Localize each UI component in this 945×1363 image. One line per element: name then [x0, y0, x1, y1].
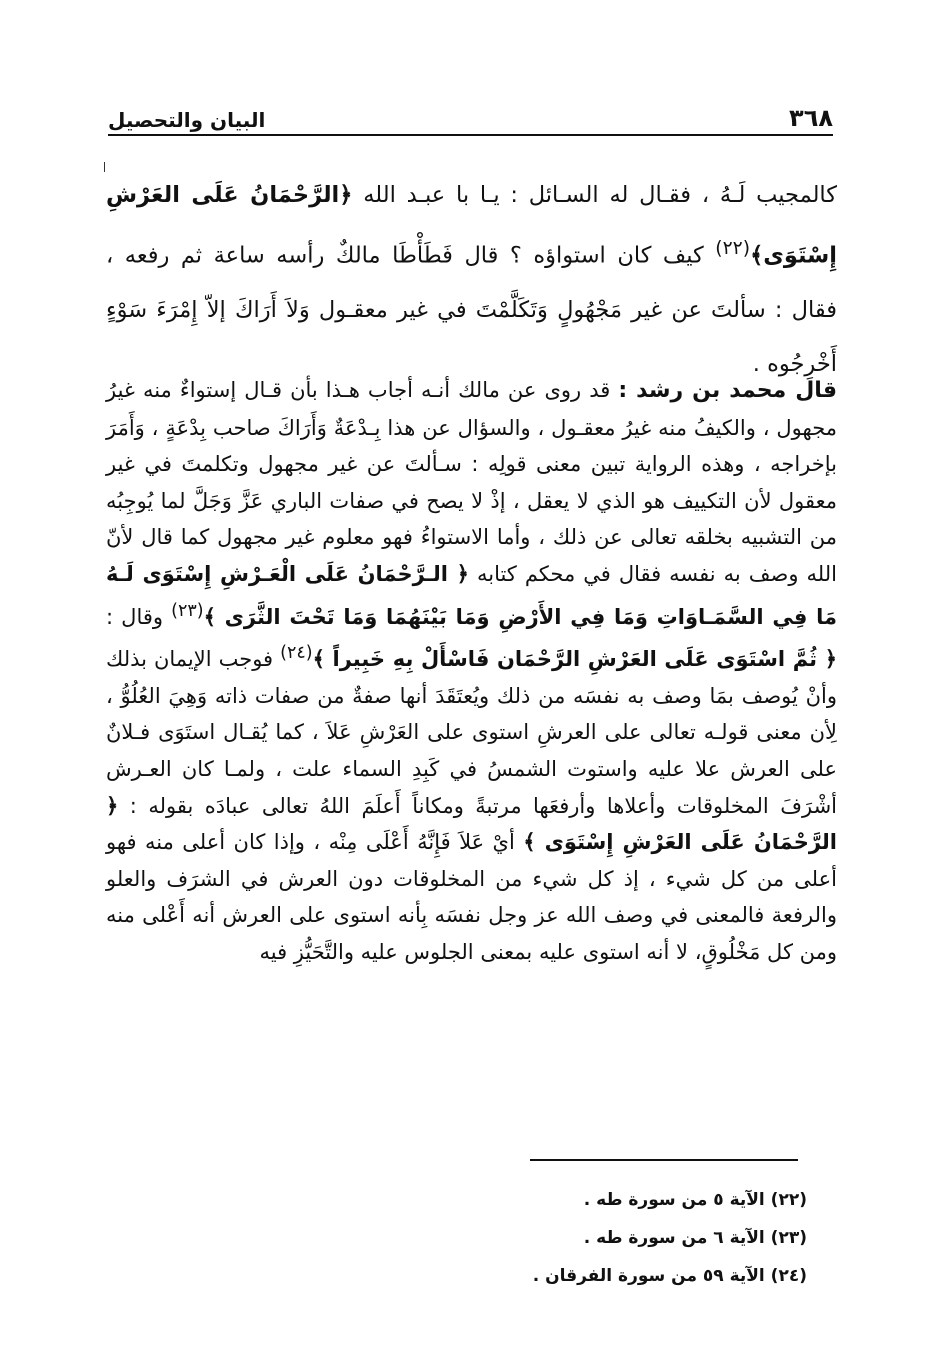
footnote-item: (٢٢) الآية ٥ من سورة طه . — [583, 1190, 807, 1210]
text-segment: أيْ عَلاَ فَإِنَّهُ أَعْلَى مِنْه ، وإذا كان أعلى منه فهو أعلى من كل شيء ، إذ كل شيء من المخلوقات دون العرش في الشرَف والعلو والرفعة فالمعنى في وصف الله عز وجل نفسَه بِأنه استوى على العرش أنه أَعْلى منه ومن كل مَخْلُوقٍ، لا أنه استوى عليه بمعنى الجلوس عليه والتَّحَيُّزِ فيه — [106, 830, 837, 964]
quran-quote: ﴿الرَّحْمَانُ عَلَى العَرْشِ إِسْتَوَى﴾ — [106, 182, 838, 269]
footnote-item: (٢٤) الآية ٥٩ من سورة الفرقان . — [532, 1266, 807, 1286]
page-number: ٣٦٨ — [789, 104, 833, 132]
quran-quote: ﴿ الـرَّحْمَانُ عَلَى الْعَـرْشِ إِسْتَوَى لَـهُ مَا فِي السَّمَـاوَاتِ وَمَا فِي الأَرْضِ وَمَا بَيْنَهُمَا وَمَا تَحْتَ الثَّرَى ﴾ — [106, 561, 837, 629]
footnote-item: (٢٣) الآية ٦ من سورة طه . — [583, 1228, 807, 1248]
paragraph-1 — [106, 168, 837, 391]
paragraph-2 — [106, 372, 837, 971]
footnote-ref: (٢٣) — [171, 600, 204, 621]
paragraph-lead: قال محمد بن رشد : — [618, 378, 837, 403]
text-segment: قد روى عن مالك أنـه أجاب هـذا بأن قـال إستواءٌ منه غيرُ مجهول ، والكيفُ منه غيرُ معقـول ، والسؤال عن هذا بِـدْعَةٌ وَأَرَاكَ صاحب بِدْعَةٍ ، وَأَمَرَ بإخراجه ، وهذه الرواية تبين معنى قولِه : سـألتَ عن غير مجهول وتكلمتَ في غير معقول لأن التكييف هو الذي لا يعقل ، إذْ لا يصح في صفات الباري عَزَّ وَجَلَّ لما يُوجِبُه من التشبيه بخلقه تعالى عن ذلك ، وأما الاستواءُ فهو معلوم غير مجهول كما قال لأنّ الله وصف به نفسه فقال في محكم كتابه — [106, 378, 837, 586]
text-segment: كالمجيب لَـهُ ، فقـال له السـائل : يـا با عبـد الله — [363, 182, 837, 208]
footnotes — [407, 1181, 807, 1295]
quran-quote: ﴿ ثُمَّ اسْتَوَى عَلَى العَرْشِ الرَّحْمَان فَاسْأَلْ بِهِ خَبِيراً ﴾ — [312, 647, 838, 672]
header-rule — [108, 134, 833, 136]
book-title: البيان والتحصيل — [108, 108, 266, 132]
margin-mark — [104, 162, 105, 172]
footnote-ref: (٢٢) — [715, 238, 751, 259]
text-segment: كيف كان استواؤه ؟ قال فَطَأْطَا مالكٌ رأسه ساعة ثم رفعه ، فقال : سألتَ عن غير مَجْهُولٍ وَتَكَلَّمْتَ في غير معقـول وَلاَ أَرَاكَ إلاّ إِمْرَءَ سَوْءٍ أَخْرِجُوه . — [106, 242, 837, 377]
text-segment: وقال : — [106, 604, 164, 629]
page-header — [108, 92, 833, 132]
text-segment: فوجب الإيمان بذلك وأنْ يُوصف بمَا وصف به نفسَه من ذلك ويُعتَقَدَ أنها صفةٌ من صفات ذاته وَهِيَ العُلُوُّ ، لِأن معنى قولـه تعالى على العرشِ استوى على العَرْشِ عَلاَ ، كما يُقـال استَوَى فـلانٌ على العرش علا عليه واستوت الشمسُ في كَبِدِ السماء علت ، ولمـا كان العـرش أشْرَفَ المخلوقات وأعلاها وأرفعَها مرتبةً ومكاناً أَعلَمَ اللهُ تعالى عبادَه بقوله : — [106, 647, 837, 818]
footnote-ref: (٢٤) — [280, 643, 313, 664]
footnote-rule — [530, 1159, 798, 1161]
quran-quote: ﴿ الرَّحْمَانُ عَلَى العَرْشِ إِسْتَوَى ﴾ — [106, 793, 837, 855]
